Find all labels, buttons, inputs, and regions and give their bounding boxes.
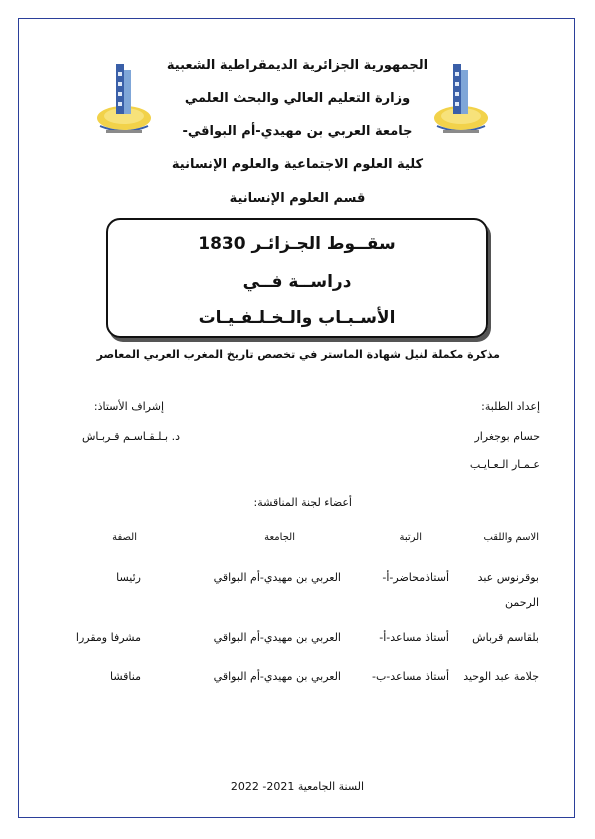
member-1-rank: أستاذمحاضر-أ- — [382, 571, 449, 584]
university-name: جامعة العربي بن مهيدي-أم البواقي- — [182, 124, 413, 139]
supervisor-name: د. بـلـقـاسـم قـربـاش — [81, 430, 180, 443]
department-name: قسم العلوم الإنسانية — [229, 191, 366, 206]
thesis-title-line-2: دراســة فــي — [242, 272, 352, 292]
col-header-name: الاسم واللقب — [483, 532, 539, 543]
member-3-name: جلامة عبد الوحيد — [463, 670, 539, 683]
university-logo-left — [94, 56, 154, 138]
member-3-rank: أستاذ مساعد-ب- — [371, 670, 449, 683]
supervisor-label: إشراف الأستاذ: — [93, 400, 164, 413]
ministry-name: وزارة التعليم العالي والبحث العلمي — [184, 91, 411, 106]
col-header-university: الجامعة — [264, 532, 295, 543]
col-header-role: الصفة — [112, 532, 137, 543]
member-1-role: رئيسا — [116, 571, 141, 584]
republic-name: الجمهورية الجزائرية الديمقراطية الشعبية — [166, 58, 429, 73]
member-2-rank: أستاذ مساعد-أ- — [379, 631, 449, 644]
member-3-university: العربي بن مهيدي-أم البواقي — [213, 670, 341, 683]
thesis-title-line-1: سقــوط الجـزائـر 1830 — [198, 234, 396, 254]
member-2-name: بلقاسم قرباش — [472, 631, 539, 644]
member-2-role: مشرفا ومقررا — [75, 631, 141, 644]
student-name-2: عـمـار الـعـايـب — [469, 458, 540, 471]
member-1-name-cont: الرحمن — [504, 596, 539, 609]
committee-label: أعضاء لجنة المناقشة: — [253, 496, 352, 509]
thesis-title-line-3: الأسـبـاب والـخـلـفـيـات — [198, 308, 396, 328]
member-2-university: العربي بن مهيدي-أم البواقي — [213, 631, 341, 644]
member-1-university: العربي بن مهيدي-أم البواقي — [213, 571, 341, 584]
academic-year: السنة الجامعية 2021- 2022 — [230, 780, 365, 793]
thesis-subtitle: مذكرة مكملة لنيل شهادة الماستر في تخصص تاريخ المغرب العربي المعاصر — [96, 348, 500, 361]
member-1-name: بوقرنوس عبد — [477, 571, 539, 584]
member-3-role: مناقشا — [110, 670, 141, 683]
thesis-title-box — [106, 218, 488, 338]
faculty-name: كلية العلوم الاجتماعية والعلوم الإنسانية — [171, 157, 424, 172]
col-header-rank: الرتبة — [399, 532, 422, 543]
prepared-by-label: إعداد الطلبة: — [481, 400, 540, 413]
student-name-1: حسام بوجغرار — [474, 430, 540, 443]
